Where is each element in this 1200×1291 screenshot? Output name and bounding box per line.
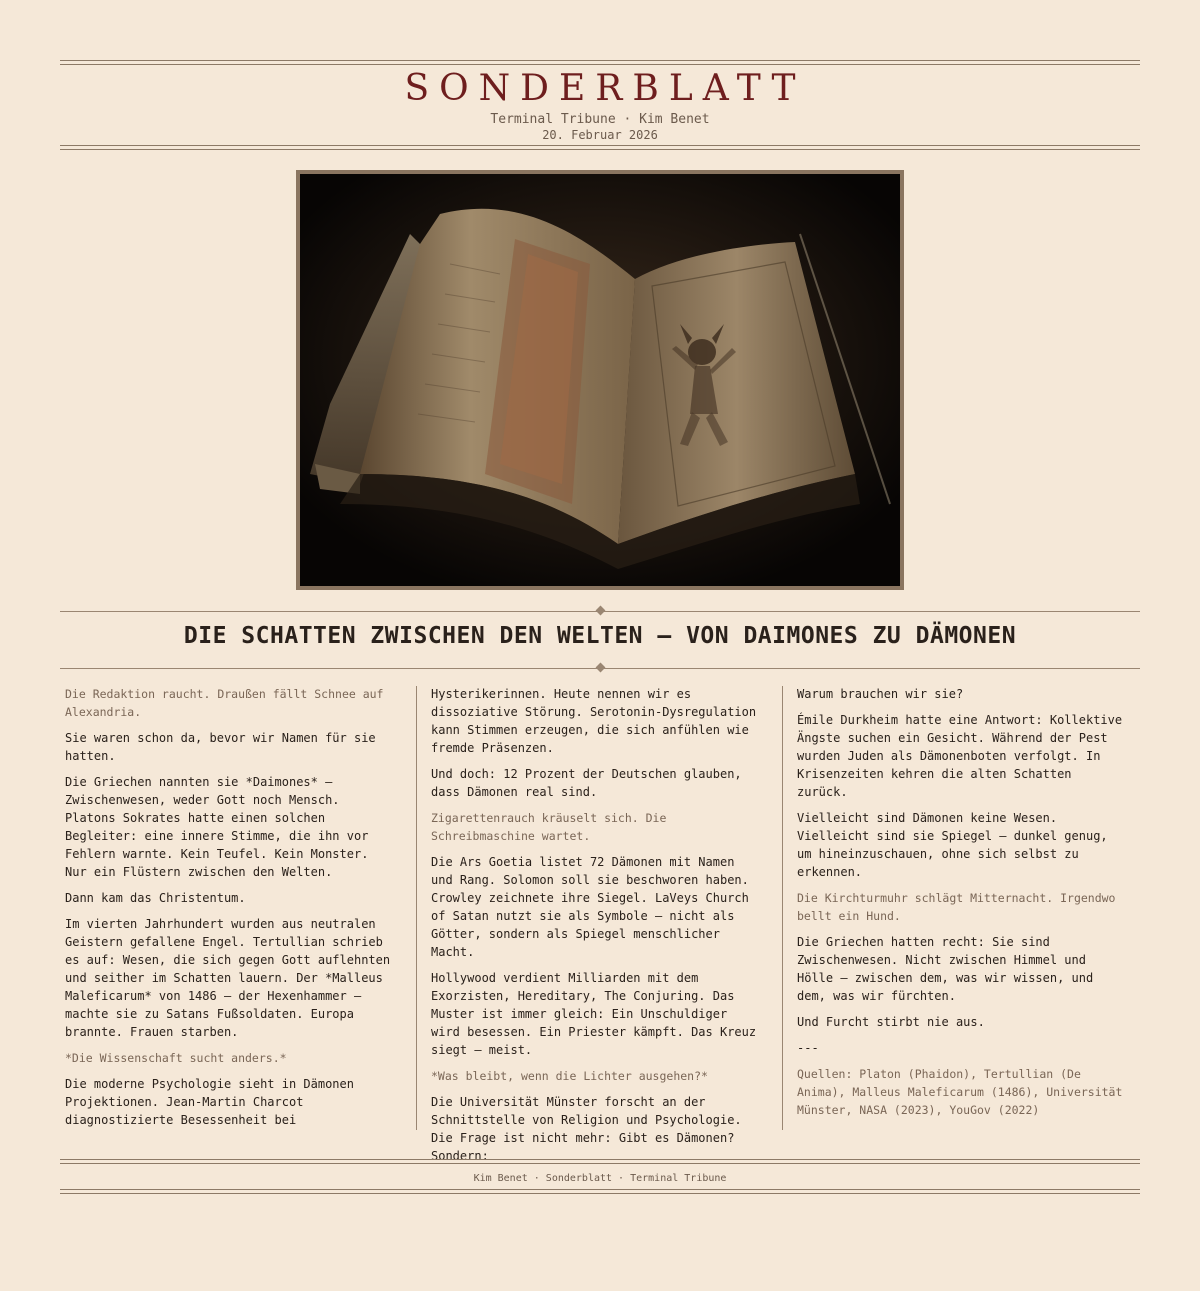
article-paragraph: Sie waren schon da, bevor wir Namen für sie hatten. bbox=[65, 731, 376, 763]
article-paragraph: Vielleicht sind Dämonen keine Wesen. Vielleicht sind sie Spiegel — dunkel genug, um hineinzuschauen, ohne sich selbst zu erkennen. bbox=[797, 811, 1108, 879]
article-paragraph: Warum brauchen wir sie? bbox=[797, 687, 964, 701]
article-paragraph: Die Griechen nannten sie *Daimones* — Zwischenwesen, weder Gott noch Mensch. Platons Sokrates hatte einen solchen Begleiter: eine innere Stimme, die ihn vor Fehlern warnte. Kein Teufel. Kein Monster. Nur ein Flüstern zwischen den Welten. bbox=[65, 775, 369, 879]
article-paragraph: --- bbox=[797, 1041, 819, 1055]
article-paragraph: Die moderne Psychologie sieht in Dämonen Projektionen. Jean-Martin Charcot diagnostizierte Besessenheit bei bbox=[65, 1077, 354, 1127]
masthead-byline: Terminal Tribune · Kim Benet bbox=[490, 112, 710, 127]
footer-bottom-rule bbox=[60, 1189, 1140, 1194]
ornament-diamond-top bbox=[596, 606, 606, 616]
top-rule bbox=[60, 60, 1140, 65]
article-headline: DIE SCHATTEN ZWISCHEN DEN WELTEN — VON DAIMONES ZU DÄMONEN bbox=[183, 623, 1017, 649]
article-paragraph: Die Universität Münster forscht an der Schnittstelle von Religion und Psychologie. Die Frage ist nicht mehr: Gibt es Dämonen? Sondern: bbox=[431, 1095, 742, 1163]
article-paragraph: Und doch: 12 Prozent der Deutschen glauben, dass Dämonen real sind. bbox=[431, 767, 742, 799]
lead-photo bbox=[296, 170, 904, 590]
article-paragraph: Hysterikerinnen. Heute nennen wir es dissoziative Störung. Serotonin-Dysregulation kann Stimmen erzeugen, die sich anfühlen wie fremde Präsenzen. bbox=[431, 687, 757, 755]
aside-note: Zigarettenrauch kräuselt sich. Die Schreibmaschine wartet. bbox=[431, 811, 667, 843]
article-paragraph: Émile Durkheim hatte eine Antwort: Kollektive Ängste suchen ein Gesicht. Während der Pest wurden Juden als Dämonenboten verfolgt. In Krisenzeiten kehren die alten Schatten zurück. bbox=[797, 713, 1123, 799]
article-paragraph: Im vierten Jahrhundert wurden aus neutralen Geistern gefallene Engel. Tertullian schrieb es auf: Wesen, die sich gegen Gott auflehnten und seither im Schatten lauern. Der *Malleus Maleficarum* von 1486 — der Hexenhammer — machte sie zu Satans Fußsoldaten. Europa brannte. Frauen starben. bbox=[65, 917, 391, 1039]
article-paragraph: Hollywood verdient Milliarden mit dem Exorzisten, Hereditary, The Conjuring. Das Muster ist immer gleich: Ein Unschuldiger wird besessen. Ein Priester kämpft. Das Kreuz siegt — meist. bbox=[431, 971, 757, 1057]
footer-top-rule bbox=[60, 1159, 1140, 1164]
article-paragraph: Und Furcht stirbt nie aus. bbox=[797, 1015, 985, 1029]
article-paragraph: Die Griechen hatten recht: Sie sind Zwischenwesen. Nicht zwischen Himmel und Hölle — zwischen dem, was wir wissen, und dem, was wir fürchten. bbox=[797, 935, 1094, 1003]
ornament-diamond-bottom bbox=[596, 663, 606, 673]
aside-note: *Was bleibt, wenn die Lichter ausgehen?* bbox=[431, 1069, 708, 1083]
open-book-image bbox=[300, 174, 900, 586]
footer-credits: Kim Benet · Sonderblatt · Terminal Tribune bbox=[473, 1173, 727, 1184]
masthead-title: SONDERBLATT bbox=[404, 68, 806, 109]
aside-note: *Die Wissenschaft sucht anders.* bbox=[65, 1051, 287, 1065]
aside-note: Quellen: Platon (Phaidon), Tertullian (De Anima), Malleus Maleficarum (1486), Universität Münster, NASA (2023), YouGov (2022) bbox=[797, 1067, 1123, 1117]
article-paragraph: Die Ars Goetia listet 72 Dämonen mit Namen und Rang. Solomon soll sie beschworen haben. Crowley zeichnete ihre Siegel. LaVeys Church of Satan nutzt sie als Symbole — nicht als Götter, sondern als Spiegel menschlicher Macht. bbox=[431, 855, 749, 959]
masthead-bottom-rule bbox=[60, 145, 1140, 150]
article-column-3 bbox=[797, 685, 1127, 1127]
article-paragraph: Dann kam das Christentum. bbox=[65, 891, 246, 905]
aside-note: Die Kirchturmuhr schlägt Mitternacht. Irgendwo bellt ein Hund. bbox=[797, 891, 1116, 923]
article-column-1 bbox=[65, 685, 395, 1137]
article-column-2 bbox=[431, 685, 761, 1173]
masthead-date: 20. Februar 2026 bbox=[542, 128, 658, 142]
column-divider bbox=[782, 686, 783, 1130]
aside-note: Die Redaktion raucht. Draußen fällt Schnee auf Alexandria. bbox=[65, 687, 384, 719]
masthead bbox=[60, 66, 1140, 143]
column-divider bbox=[416, 686, 417, 1130]
